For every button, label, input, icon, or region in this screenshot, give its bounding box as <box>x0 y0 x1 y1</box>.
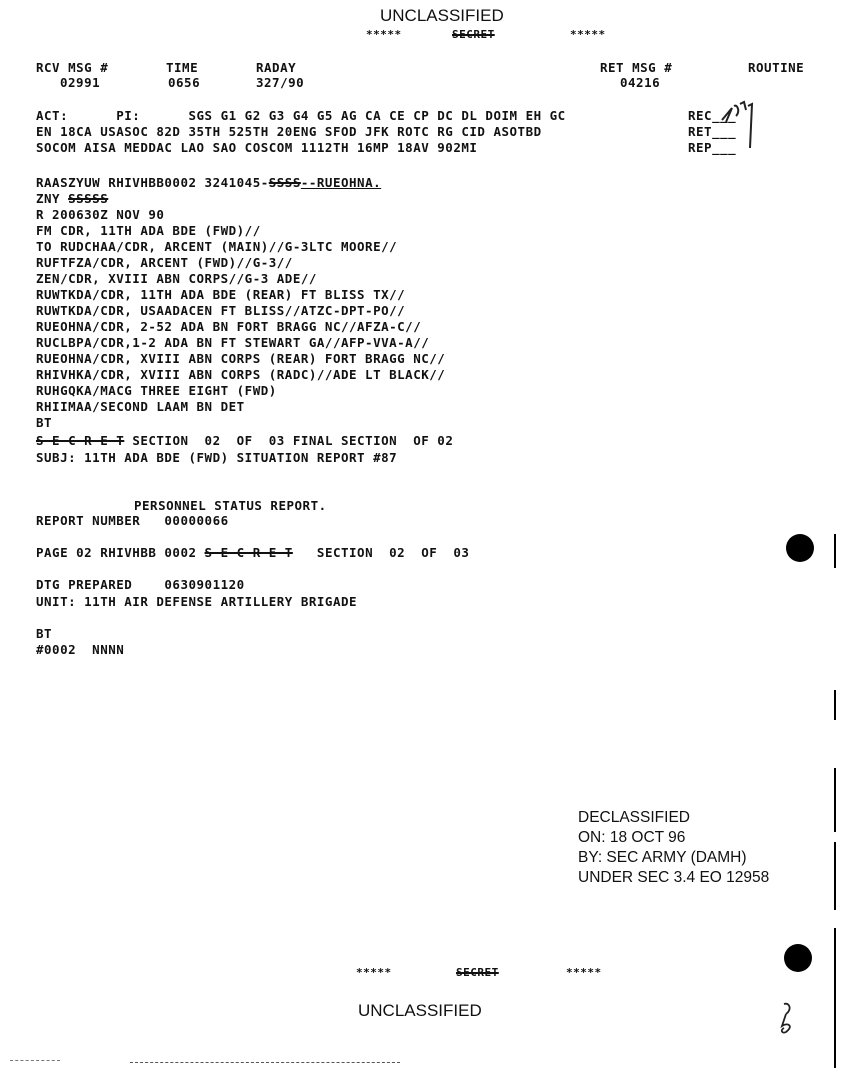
raday-value: 327/90 <box>256 75 305 90</box>
classification-stars-right-bottom: ***** <box>566 966 602 979</box>
scan-edge-dashes <box>10 1060 60 1061</box>
margin-bar <box>834 768 836 832</box>
addressee-line: RUHGQKA/MACG THREE EIGHT (FWD) <box>36 383 277 398</box>
punch-hole-lower <box>784 944 812 972</box>
classification-stars-left-bottom: ***** <box>356 966 392 979</box>
break-bt: BT <box>36 415 53 430</box>
classification-secret-bottom: SECRET <box>456 966 499 979</box>
addressee-line: TO RUDCHAA/CDR, ARCENT (MAIN)//G-3LTC MOORE// <box>36 239 398 254</box>
punch-hole-upper <box>786 534 814 562</box>
distribution-line-2: EN 18CA USASOC 82D 35TH 525TH 20ENG SFOD JFK ROTC RG CID ASOTBD <box>36 124 542 139</box>
rcv-msg-value: 02991 <box>60 75 101 90</box>
addressee-line: RHIVHKA/CDR, XVIII ABN CORPS (RADC)//ADE LT BLACK// <box>36 367 446 382</box>
dtg-prepared: DTG PREPARED 0630901120 <box>36 577 245 592</box>
report-number: REPORT NUMBER 00000066 <box>36 513 229 528</box>
section-line: S E C R E T SECTION 02 OF 03 FINAL SECTION OF 02 <box>36 433 454 448</box>
distribution-line-1: ACT: PI: SGS G1 G2 G3 G4 G5 AG CA CE CP DC DL DOIM EH GC <box>36 108 566 123</box>
scan-edge-dashes <box>130 1062 400 1063</box>
rcv-msg-label: RCV MSG # <box>36 60 109 75</box>
margin-bar <box>834 690 836 720</box>
zny-line: ZNY SSSSS <box>36 191 109 206</box>
page-line: PAGE 02 RHIVHBB 0002 S E C R E T SECTION 02 OF 03 <box>36 545 470 560</box>
raday-label: RADAY <box>256 60 297 75</box>
distribution-line-3: SOCOM AISA MEDDAC LAO SAO COSCOM 1112TH 16MP 18AV 902MI <box>36 140 478 155</box>
classification-stars-right: ***** <box>570 28 606 41</box>
addressee-line: RUFTFZA/CDR, ARCENT (FWD)//G-3// <box>36 255 293 270</box>
report-bt: BT <box>36 626 53 641</box>
routing-line: RAASZYUW RHIVHBB0002 3241045-SSSS--RUEOHNA. <box>36 175 382 190</box>
addressee-line: RHIIMAA/SECOND LAAM BN DET <box>36 399 245 414</box>
rep-field: REP___ <box>688 140 737 155</box>
ret-field: RET___ <box>688 124 737 139</box>
addressee-line: RUEOHNA/CDR, XVIII ABN CORPS (REAR) FORT BRAGG NC// <box>36 351 446 366</box>
from-line: FM CDR, 11TH ADA BDE (FWD)// <box>36 223 261 238</box>
end-of-message: #0002 NNNN <box>36 642 125 657</box>
declassified-stamp: DECLASSIFIED ON: 18 OCT 96 BY: SEC ARMY (DAMH) UNDER SEC 3.4 EO 12958 <box>578 809 770 886</box>
addressee-line: RUCLBPA/CDR,1-2 ADA BN FT STEWART GA//AFP-VVA-A// <box>36 335 430 350</box>
addressee-line: RUWTKDA/CDR, 11TH ADA BDE (REAR) FT BLISS TX// <box>36 287 406 302</box>
margin-bar <box>834 842 836 910</box>
ret-msg-value: 04216 <box>620 75 661 90</box>
subject-line: SUBJ: 11TH ADA BDE (FWD) SITUATION REPORT #87 <box>36 450 398 465</box>
time-label: TIME <box>166 60 199 75</box>
priority-routine: ROUTINE <box>748 60 805 75</box>
margin-bar <box>834 534 836 568</box>
classification-bottom: UNCLASSIFIED <box>358 1001 482 1020</box>
handwritten-mark <box>776 1000 800 1036</box>
addressee-line: RUWTKDA/CDR, USAADACEN FT BLISS//ATZC-DPT-PO// <box>36 303 406 318</box>
addressee-line: RUEOHNA/CDR, 2-52 ADA BN FORT BRAGG NC//AFZA-C// <box>36 319 422 334</box>
time-value: 0656 <box>168 75 201 90</box>
classification-stars-left: ***** <box>366 28 402 41</box>
margin-bar <box>834 928 836 1068</box>
report-title: PERSONNEL STATUS REPORT. <box>134 498 327 513</box>
classification-secret-top: SECRET <box>452 28 495 41</box>
handwritten-initials-mark <box>718 100 758 152</box>
addressee-line: ZEN/CDR, XVIII ABN CORPS//G-3 ADE// <box>36 271 317 286</box>
unit-line: UNIT: 11TH AIR DEFENSE ARTILLERY BRIGADE <box>36 594 358 609</box>
ret-msg-label: RET MSG # <box>600 60 673 75</box>
rec-field: REC___ <box>688 108 737 123</box>
classification-top: UNCLASSIFIED <box>380 6 504 25</box>
dtg-line: R 200630Z NOV 90 <box>36 207 165 222</box>
